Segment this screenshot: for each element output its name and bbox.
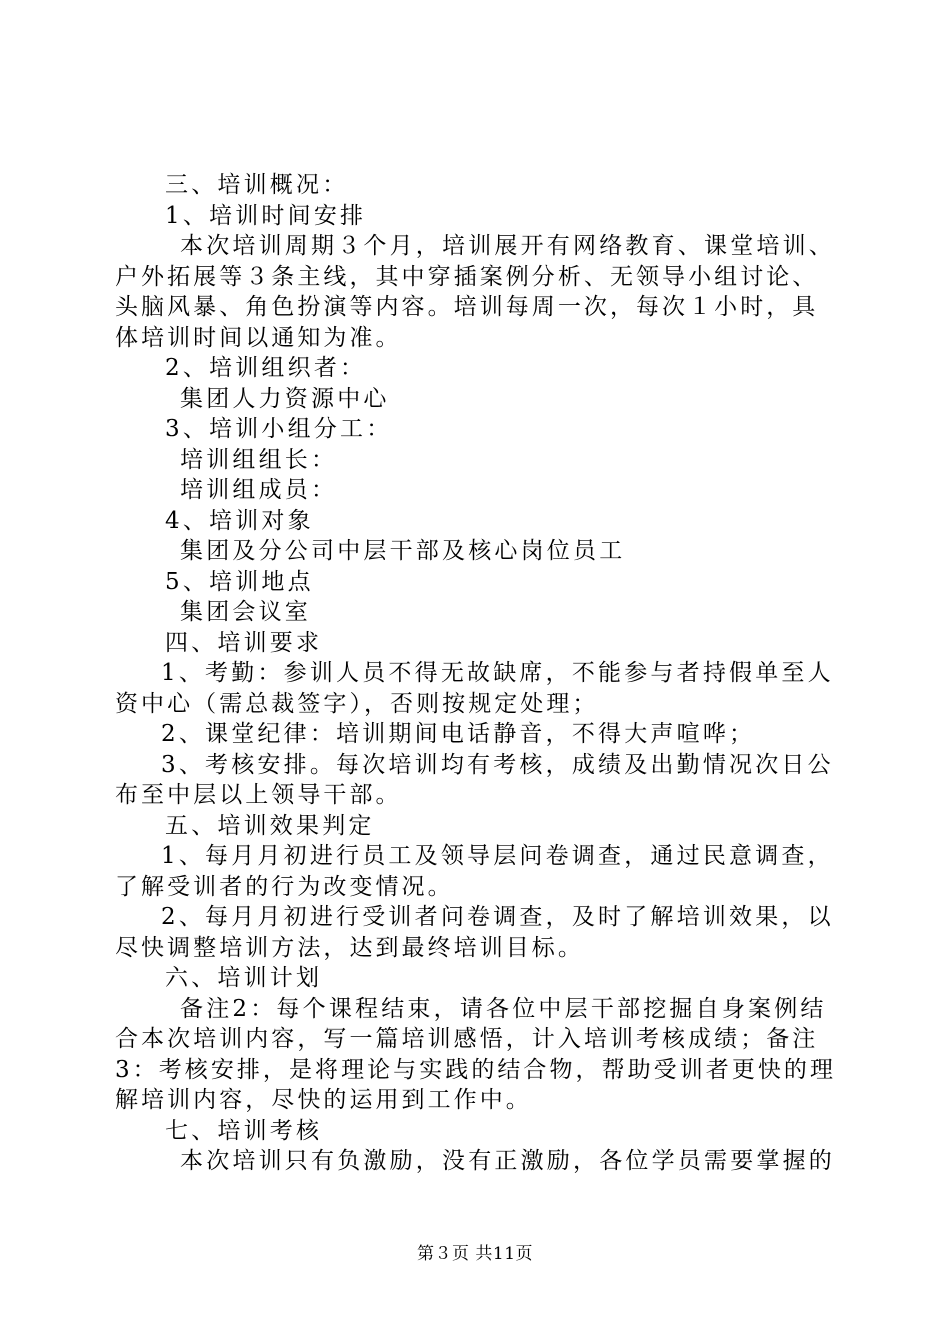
text-line: 资中心（需总裁签字），否则按规定处理；: [115, 690, 599, 717]
text-line: 4、培训对象: [165, 507, 314, 534]
text-line: 本次培训周期３个月，培训展开有网络教育、课堂培训、: [180, 233, 835, 259]
text-line: 培训组成员：: [180, 477, 338, 503]
text-line: 3、考核安排。每次培训均有考核，成绩及出勤情况次日公: [161, 751, 834, 778]
text-line: 四、培训要求: [165, 629, 323, 656]
text-line: 合本次培训内容，写一篇培训感悟，计入培训考核成绩；备注: [115, 1026, 819, 1052]
text-line: 尽快调整培训方法，达到最终培训目标。: [115, 934, 584, 961]
text-line: 1、培训时间安排: [165, 202, 367, 229]
text-line: 3、培训小组分工：: [165, 416, 393, 442]
text-line: 1、考勤：参训人员不得无故缺席，不能参与者持假单至人: [161, 660, 834, 686]
page-footer: 第３页 共11页: [416, 1244, 534, 1264]
text-line: 了解受训者的行为改变情况。: [115, 873, 454, 900]
text-line: 头脑风暴、角色扮演等内容。培训每周一次，每次１小时，具: [115, 294, 819, 320]
text-line: 三、培训概况：: [165, 172, 349, 198]
text-line: 解培训内容，尽快的运用到工作中。: [115, 1087, 532, 1113]
text-line: 2、每月月初进行受训者问卷调查，及时了解培训效果，以: [161, 904, 834, 930]
text-line: 体培训时间以通知为准。: [115, 324, 402, 351]
text-line: 5、培训地点: [165, 568, 314, 595]
text-line: 2、课堂纪律：培训期间电话静音，不得大声喧哗；: [161, 721, 756, 747]
text-line: 本次培训只有负激励，没有正激励，各位学员需要掌握的: [180, 1148, 835, 1174]
text-line: 布至中层以上领导干部。: [115, 782, 402, 808]
text-line: 七、培训考核: [165, 1117, 323, 1144]
text-line: 集团人力资源中心: [180, 385, 390, 412]
text-line: 五、培训效果判定: [165, 812, 375, 839]
text-line: 户外拓展等３条主线，其中穿插案例分析、无领导小组讨论、: [115, 263, 819, 290]
text-line: 2、培训组织者：: [165, 355, 367, 381]
text-line: 集团及分公司中层干部及核心岗位员工: [180, 538, 626, 564]
document-body: [115, 170, 835, 1177]
text-line: 集团会议室: [180, 599, 311, 625]
text-line: 1、每月月初进行员工及领导层问卷调查，通过民意调查，: [161, 843, 834, 869]
text-line: 备注2：每个课程结束，请各位中层干部挖掘自身案例结: [180, 995, 827, 1022]
text-line: 3：考核安排，是将理论与实践的结合物，帮助受训者更快的理: [115, 1056, 837, 1083]
text-line: 六、培训计划: [165, 965, 323, 991]
text-line: 培训组组长：: [180, 446, 338, 473]
